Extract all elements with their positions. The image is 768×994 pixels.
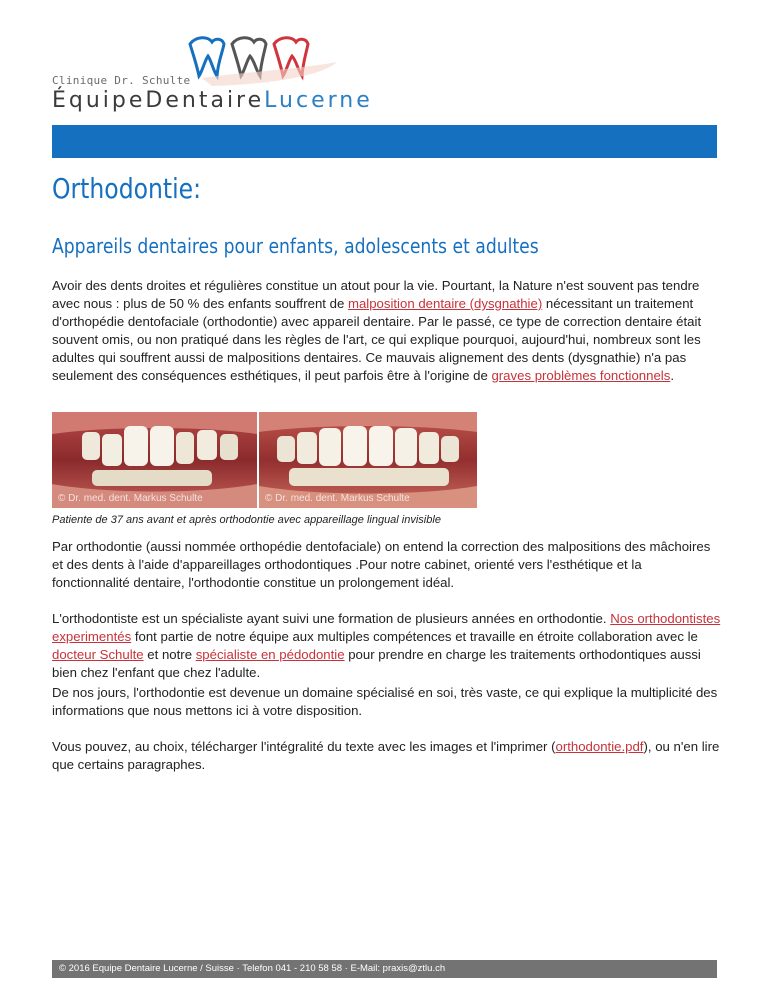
para5-text-1: Vous pouvez, au choix, télécharger l'intégralité du texte avec les images et l'imprimer (	[52, 739, 556, 754]
before-photo-watermark: © Dr. med. dent. Markus Schulte	[58, 493, 203, 504]
photo-caption: Patiente de 37 ans avant et après orthodontie avec appareillage lingual invisible	[52, 514, 441, 526]
page-subtitle: Appareils dentaires pour enfants, adolescents et adultes	[52, 234, 539, 258]
brand-name	[52, 88, 373, 113]
paragraph-definition: Par orthodontie (aussi nommée orthopédie dentofaciale) on entend la correction des malpositions des mâchoires et des dents à l'aide d'appareillages orthodontiques .Pour notre cabinet, orienté vers l'esthétique et la fonctionnalité dentaire, l'orthodontie constitue un prolongement idéal.	[52, 539, 711, 590]
brand-part-1: ÉquipeDentaire	[52, 88, 265, 113]
paragraph-specialized: De nos jours, l'orthodontie est devenue un domaine spécialisé en soi, très vaste, ce qui explique la multiplicité des informations que nous mettons ici à votre disposition.	[52, 685, 718, 718]
para3-text-4: pour prendre en charge les traitements orthodontiques aussi bien chez l'enfant que chez l'adulte.	[52, 647, 701, 680]
intro-paragraph	[52, 277, 722, 385]
malposition-link[interactable]: malposition dentaire (dysgnathie)	[347, 296, 543, 311]
clinic-name: Clinique Dr. Schulte	[52, 74, 191, 87]
before-photo	[52, 412, 257, 508]
after-photo-watermark: © Dr. med. dent. Markus Schulte	[265, 493, 410, 504]
doctor-schulte-link[interactable]: docteur Schulte	[52, 647, 144, 662]
intro-text-1: Avoir des dents droites et régulières constitue un atout pour la vie. Pourtant, la Nature n'est souvent pas tendre avec nous : plus de 50 % des enfants souffrent de	[52, 278, 700, 311]
para5-text-2: ), ou n'en lire que certains paragraphes.	[52, 739, 720, 772]
brand-part-2: Lucerne	[264, 88, 373, 113]
para3-text-2: font partie de notre équipe aux multiples compétences et travaille en étroite collaboration avec le	[131, 629, 698, 644]
pdf-download-link[interactable]: orthodontie.pdf	[555, 739, 644, 754]
orthodontists-link[interactable]: Nos orthodontistes experimentés	[52, 611, 721, 644]
para3-text-3: et notre	[143, 647, 196, 662]
intro-text-2: nécessitant un traitement d'orthopédie dentofaciale (orthodontie) avec appareil dentaire. Par le passé, ce type de correction dentaire était souvent omis, ou non pratiqué dans les règles de l'art, ce qui explique pourquoi, aujourd'hui, nombreux sont les adultes qui souffrent aussi de malpositions dentaires. Ce mauvais alignement des dents (dysgnathie) n'a pas seulement des conséquences esthétiques, il peut parfois être à l'origine de	[52, 296, 702, 383]
page-title: Orthodontie:	[52, 172, 202, 205]
functional-problems-link[interactable]: graves problèmes fonctionnels	[491, 368, 671, 383]
paragraph-orthodontist	[52, 610, 722, 682]
page-footer: © 2016 Equipe Dentaire Lucerne / Suisse · Telefon 041 - 210 58 58 · E-Mail: praxis@ztlu.ch	[52, 960, 717, 978]
paragraph-download	[52, 738, 722, 774]
before-after-photos	[52, 412, 477, 508]
after-photo	[259, 412, 477, 508]
clinic-logo[interactable]	[52, 32, 373, 122]
intro-text-3: .	[670, 368, 674, 383]
para3-text-1: L'orthodontiste est un spécialiste ayant suivi une formation de plusieurs années en orthodontie.	[52, 611, 611, 626]
pedodontics-specialist-link[interactable]: spécialiste en pédodontie	[195, 647, 345, 662]
navigation-bar	[52, 125, 717, 158]
